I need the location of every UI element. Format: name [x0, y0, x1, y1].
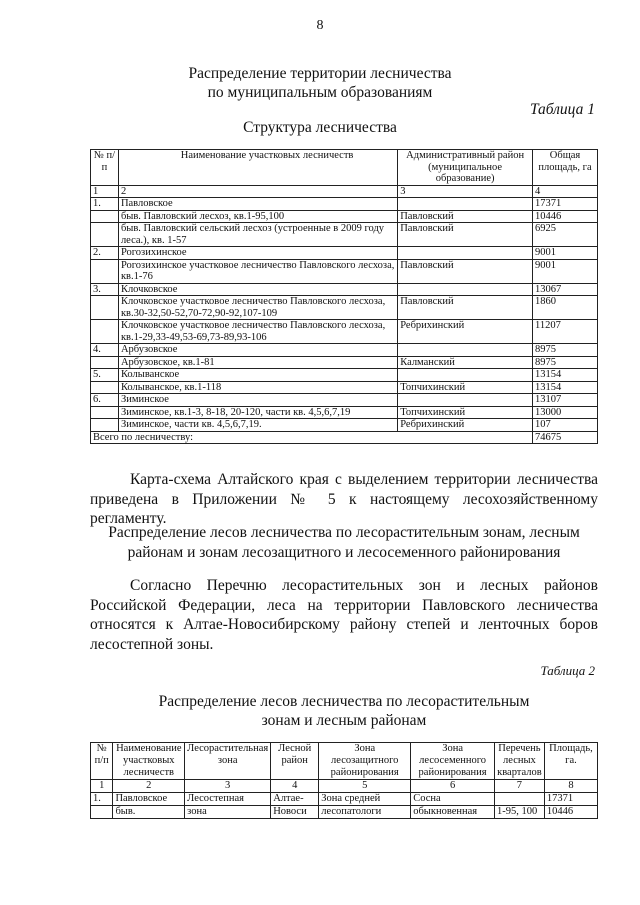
table-cell: Новоси	[271, 806, 319, 819]
heading-line-1: Распределение территории лесничества	[188, 65, 452, 82]
table1-title: Структура лесничества	[243, 119, 397, 136]
column-header: Площадь, га.	[544, 743, 597, 780]
table-cell: 10446	[544, 806, 597, 819]
forest-zones-table	[90, 742, 598, 819]
table2-label: Таблица 2	[540, 663, 595, 678]
column-header: Административный район (муниципальное образование)	[398, 150, 533, 186]
table-row	[91, 247, 598, 260]
table-cell	[91, 806, 113, 819]
table-cell: Павловский	[398, 223, 533, 247]
total-row	[91, 431, 598, 444]
table-cell	[398, 344, 533, 357]
table-cell: 17371	[544, 793, 597, 806]
table2-title-line-2: зонам и лесным районам	[261, 712, 427, 729]
table-row	[91, 806, 598, 819]
table-cell: 11207	[533, 320, 598, 344]
table-cell: 8975	[533, 356, 598, 369]
table-cell: Арбузовское	[118, 344, 397, 357]
table-cell: Лесостепная	[185, 793, 271, 806]
table-cell: 9001	[533, 259, 598, 283]
column-number-row	[91, 185, 598, 198]
forestry-structure-table	[90, 149, 598, 444]
table-row	[91, 793, 598, 806]
column-number-cell: 2	[118, 185, 397, 198]
column-number-cell: 6	[411, 780, 495, 793]
table-row	[91, 394, 598, 407]
table-cell: Клочковское участковое лесничество Павловского лесхоза, кв.1-29,33-49,53-69,73-89,93-106	[118, 320, 397, 344]
table-cell: 5.	[91, 369, 119, 382]
map-reference-paragraph: Карта-схема Алтайского края с выделением территории лесничества приведена в Приложении № 5 к настоящему лесохозяйственному регламенту.	[90, 471, 598, 527]
table-cell: 1.	[91, 793, 113, 806]
table-cell: 1860	[533, 296, 598, 320]
table-cell: 6925	[533, 223, 598, 247]
table-cell: быв.	[113, 806, 185, 819]
table-cell: 3.	[91, 283, 119, 296]
table-row	[91, 210, 598, 223]
column-number-row	[91, 780, 598, 793]
column-number-cell: 4	[533, 185, 598, 198]
table-row	[91, 356, 598, 369]
table-cell: 10446	[533, 210, 598, 223]
table-cell: Клочковское участковое лесничество Павловского лесхоза, кв.30-32,50-52,70-72,90-92,107-109	[118, 296, 397, 320]
table-cell	[91, 419, 119, 432]
table-cell: быв. Павловский лесхоз, кв.1-95,100	[118, 210, 397, 223]
column-number-cell: 7	[494, 780, 544, 793]
table-row	[91, 369, 598, 382]
table-cell: Клочковское	[118, 283, 397, 296]
forest-zone-paragraph: Согласно Перечню лесорастительных зон и лесных районов Российской Федерации, леса на территории Павловского лесничества относятся к Алтае-Новосибирскому району степей и ленточных боров лесостепной зоны.	[90, 577, 598, 653]
table1-label: Таблица 1	[529, 101, 595, 118]
table-cell: Рогозихинское участковое лесничество Павловского лесхоза, кв.1-76	[118, 259, 397, 283]
table-cell: Зиминское, части кв. 4,5,6,7,19.	[118, 419, 397, 432]
column-header: Общая площадь, га	[533, 150, 598, 186]
table-row	[91, 344, 598, 357]
column-number-cell: 4	[271, 780, 319, 793]
table-cell: 107	[533, 419, 598, 432]
table-cell	[398, 369, 533, 382]
column-number-cell: 1	[91, 185, 119, 198]
table-cell: быв. Павловский сельский лесхоз (устроенные в 2009 году леса.), кв. 1-57	[118, 223, 397, 247]
table-cell: лесопатологи	[319, 806, 411, 819]
table-cell: 17371	[533, 198, 598, 211]
table-cell: 13107	[533, 394, 598, 407]
table-cell: 1-95, 100	[494, 806, 544, 819]
table-cell	[91, 381, 119, 394]
table2-title-line-1: Распределение лесов лесничества по лесорастительным	[158, 693, 530, 710]
table-cell: Топчихинский	[398, 406, 533, 419]
table-cell	[398, 247, 533, 260]
total-value: 74675	[533, 431, 598, 444]
table-cell	[398, 394, 533, 407]
table-cell: 13154	[533, 381, 598, 394]
table2-title	[90, 692, 598, 730]
table-cell	[91, 406, 119, 419]
table-cell	[91, 259, 119, 283]
table-cell	[91, 356, 119, 369]
table-cell: Зона средней	[319, 793, 411, 806]
table-cell: 13154	[533, 369, 598, 382]
table-cell: Ребрихинский	[398, 419, 533, 432]
table-cell: Колыванское, кв.1-118	[118, 381, 397, 394]
column-number-cell: 3	[398, 185, 533, 198]
table-cell: обыкновенная	[411, 806, 495, 819]
heading-line-2: по муниципальным образованиям	[207, 84, 433, 101]
column-header: Лесной район	[271, 743, 319, 780]
table-row	[91, 406, 598, 419]
column-header: Наименование участковых лесничеств	[113, 743, 185, 780]
table-cell: Ребрихинский	[398, 320, 533, 344]
table-cell: Рогозихинское	[118, 247, 397, 260]
table-row	[91, 381, 598, 394]
table-cell: Сосна	[411, 793, 495, 806]
page-number: 8	[316, 18, 324, 33]
table-header-row	[91, 150, 598, 186]
table-cell: Павловский	[398, 210, 533, 223]
table-cell: Павловское	[118, 198, 397, 211]
table-header-row	[91, 743, 598, 780]
table-cell: 9001	[533, 247, 598, 260]
column-number-cell: 3	[185, 780, 271, 793]
table-cell: Колыванское	[118, 369, 397, 382]
heading-territory-distribution	[0, 64, 640, 102]
table-cell: 8975	[533, 344, 598, 357]
table-cell: Павловский	[398, 259, 533, 283]
column-header: Перечень лесных кварталов	[494, 743, 544, 780]
column-header: № п/п	[91, 743, 113, 780]
table-row	[91, 419, 598, 432]
table-cell: Арбузовское, кв.1-81	[118, 356, 397, 369]
column-number-cell: 8	[544, 780, 597, 793]
table-cell	[398, 198, 533, 211]
column-header: № п/п	[91, 150, 119, 186]
table-row	[91, 259, 598, 283]
column-header: Лесорастительная зона	[185, 743, 271, 780]
table-row	[91, 296, 598, 320]
column-number-cell: 5	[319, 780, 411, 793]
table-cell: 13000	[533, 406, 598, 419]
column-header: Наименование участковых лесничеств	[118, 150, 397, 186]
table-row	[91, 198, 598, 211]
section-heading-forest-zones: Распределение лесов лесничества по лесорастительным зонам, лесным районам и зонам лесозащитного и лесосеменного районирования	[108, 524, 580, 561]
table-cell	[91, 223, 119, 247]
column-number-cell: 1	[91, 780, 113, 793]
table-cell	[398, 283, 533, 296]
column-header: Зона лесозащитного районирования	[319, 743, 411, 780]
table-cell	[91, 210, 119, 223]
table-cell: Зиминское, кв.1-3, 8-18, 20-120, части кв. 4,5,6,7,19	[118, 406, 397, 419]
table-cell	[91, 296, 119, 320]
table-row	[91, 283, 598, 296]
table-cell: Павловское	[113, 793, 185, 806]
table-cell: 6.	[91, 394, 119, 407]
column-header: Зона лесосеменного районирования	[411, 743, 495, 780]
table-cell: зона	[185, 806, 271, 819]
table-cell: 2.	[91, 247, 119, 260]
table-cell: 13067	[533, 283, 598, 296]
table-cell	[91, 320, 119, 344]
table-cell: Павловский	[398, 296, 533, 320]
column-number-cell: 2	[113, 780, 185, 793]
total-label: Всего по лесничеству:	[91, 431, 533, 444]
table-cell: Алтае-	[271, 793, 319, 806]
table-cell: Топчихинский	[398, 381, 533, 394]
table-cell: Калманский	[398, 356, 533, 369]
table-cell: Зиминское	[118, 394, 397, 407]
table-cell: 1.	[91, 198, 119, 211]
table-row	[91, 223, 598, 247]
table-row	[91, 320, 598, 344]
table-cell	[494, 793, 544, 806]
table-cell: 4.	[91, 344, 119, 357]
